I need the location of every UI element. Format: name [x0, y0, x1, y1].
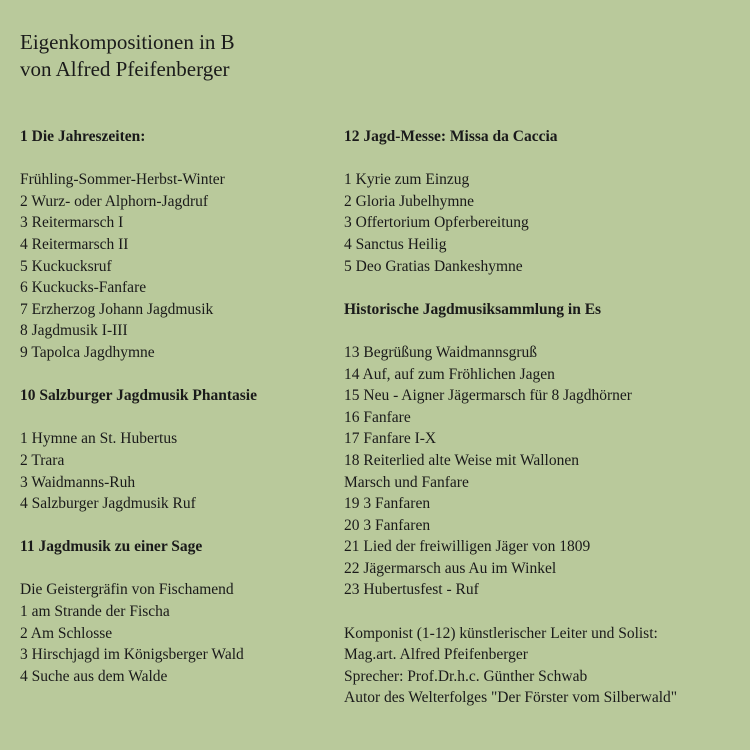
list-item: 4 Suche aus dem Walde: [20, 667, 168, 685]
section-heading: 11 Jagdmusik zu einer Sage: [20, 538, 203, 556]
right-column: [344, 126, 744, 709]
credits-line: Autor des Welterfolges "Der Förster vom Silberwald": [344, 689, 678, 707]
list-item: 5 Deo Gratias Dankeshymne: [344, 257, 523, 275]
list-item: 2 Wurz- oder Alphorn-Jagdruf: [20, 192, 209, 210]
list-item: 16 Fanfare: [344, 408, 411, 426]
page-title: [20, 29, 235, 83]
list-item: 21 Lied der freiwilligen Jäger von 1809: [344, 538, 591, 556]
list-item: 3 Hirschjagd im Königsberger Wald: [20, 646, 244, 664]
spacer: [20, 558, 335, 580]
list-item: Marsch und Fanfare: [344, 473, 469, 491]
list-item: 18 Reiterlied alte Weise mit Wallonen: [344, 451, 579, 469]
spacer: [20, 364, 335, 386]
title-line-1: Eigenkompositionen in B: [20, 30, 235, 54]
spacer: [344, 320, 744, 342]
list-item: 2 Am Schlosse: [20, 624, 113, 642]
left-column: [20, 126, 335, 687]
list-item: 1 Kyrie zum Einzug: [344, 171, 470, 189]
credits-line: Mag.art. Alfred Pfeifenberger: [344, 646, 528, 664]
list-item: 2 Trara: [20, 451, 65, 469]
list-item: 9 Tapolca Jagdhymne: [20, 343, 155, 361]
list-item: 3 Offertorium Opferbereitung: [344, 214, 529, 232]
credits-line: Komponist (1-12) künstlerischer Leiter und Solist:: [344, 624, 658, 642]
section-heading: Historische Jagdmusiksammlung in Es: [344, 300, 602, 318]
list-item: 13 Begrüßung Waidmannsgruß: [344, 343, 538, 361]
list-item: 22 Jägermarsch aus Au im Winkel: [344, 559, 557, 577]
section-heading: 12 Jagd-Messe: Missa da Caccia: [344, 128, 558, 145]
list-item: 14 Auf, auf zum Fröhlichen Jagen: [344, 365, 555, 383]
list-item: 19 3 Fanfaren: [344, 495, 431, 513]
spacer: [20, 148, 335, 170]
list-item: 4 Salzburger Jagdmusik Ruf: [20, 495, 196, 513]
list-item: 8 Jagdmusik I-III: [20, 322, 128, 340]
list-item: 3 Waidmanns-Ruh: [20, 473, 136, 491]
list-item: 15 Neu - Aigner Jägermarsch für 8 Jagdhörner: [344, 387, 632, 405]
spacer: [20, 407, 335, 429]
list-item: Die Geistergräfin von Fischamend: [20, 581, 234, 599]
title-line-2: von Alfred Pfeifenberger: [20, 57, 230, 81]
credits-line: Sprecher: Prof.Dr.h.c. Günther Schwab: [344, 667, 588, 685]
list-item: 17 Fanfare I-X: [344, 430, 437, 448]
list-item: 5 Kuckucksruf: [20, 257, 112, 275]
spacer: [344, 601, 744, 623]
list-item: 7 Erzherzog Johann Jagdmusik: [20, 300, 214, 318]
list-item: 6 Kuckucks-Fanfare: [20, 279, 147, 297]
section-heading: 1 Die Jahreszeiten:: [20, 128, 146, 145]
spacer: [20, 515, 335, 537]
spacer: [344, 148, 744, 170]
list-item: 1 Hymne an St. Hubertus: [20, 430, 178, 448]
spacer: [344, 277, 744, 299]
list-item: 2 Gloria Jubelhymne: [344, 192, 475, 210]
list-item: 1 am Strande der Fischa: [20, 603, 170, 621]
list-item: 3 Reitermarsch I: [20, 214, 124, 232]
list-item: 4 Sanctus Heilig: [344, 235, 447, 253]
list-item: 20 3 Fanfaren: [344, 516, 431, 534]
section-heading: 10 Salzburger Jagdmusik Phantasie: [20, 387, 257, 405]
list-item: 4 Reitermarsch II: [20, 235, 129, 253]
list-item: Frühling-Sommer-Herbst-Winter: [20, 171, 225, 189]
list-item: 23 Hubertusfest - Ruf: [344, 581, 479, 599]
